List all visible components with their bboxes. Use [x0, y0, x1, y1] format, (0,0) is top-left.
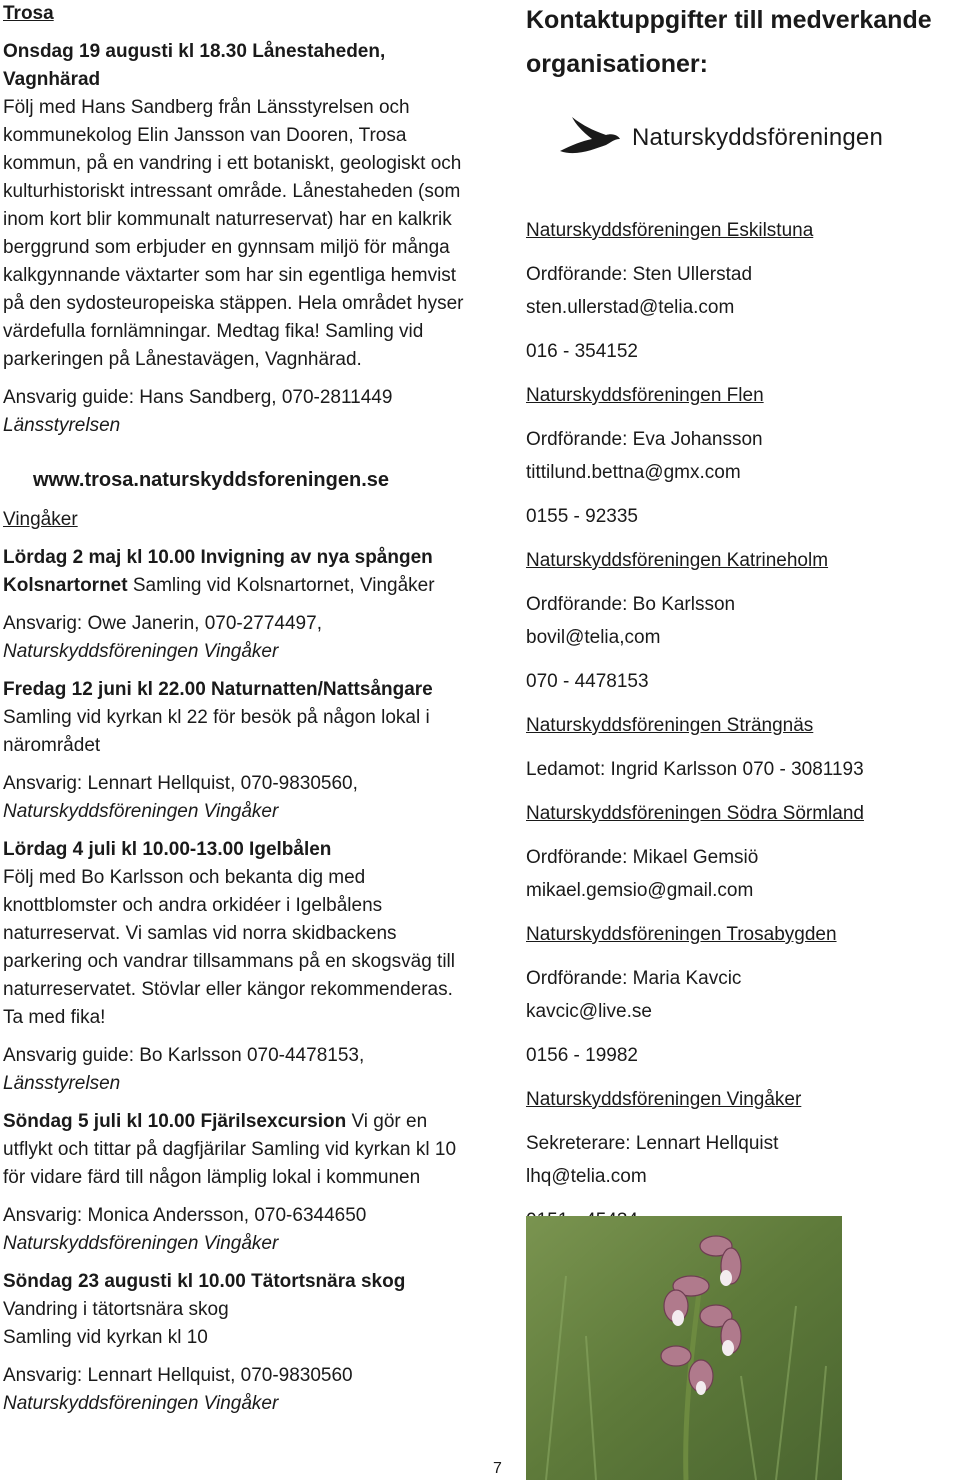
contact-block — [526, 918, 958, 1083]
contacts-heading-line1: Kontaktuppgifter till medverkande — [526, 6, 932, 34]
event-title: Lördag 4 juli kl 10.00-13.00 Igelbålen — [3, 839, 332, 860]
event-responsible: Ansvarig: Monica Andersson, 070-6344650 — [3, 1205, 367, 1226]
contact-email[interactable]: kavcic@live.se — [526, 1001, 652, 1022]
contact-role: Ledamot: Ingrid Karlsson 070 - 3081193 — [526, 759, 864, 780]
contact-email[interactable]: bovil@telia,com — [526, 627, 661, 648]
swift-bird-icon — [558, 115, 622, 161]
vingaker-heading: Vingåker — [3, 509, 78, 530]
contact-phone: 0155 - 92335 — [526, 506, 638, 527]
contact-email[interactable]: tittilund.bettna@gmx.com — [526, 462, 741, 483]
event-org: Länsstyrelsen — [3, 1073, 121, 1094]
event-org: Naturskyddsföreningen Vingåker — [3, 641, 279, 662]
event-item — [3, 544, 478, 600]
event-responsible: Ansvarig: Lennart Hellquist, 070-9830560 — [3, 1365, 353, 1386]
event-org: Naturskyddsföreningen Vingåker — [3, 801, 279, 822]
trosa-guide-org: Länsstyrelsen — [3, 415, 121, 436]
event-title: Söndag 23 augusti kl 10.00 Tätortsnära skog — [3, 1271, 406, 1292]
contact-block — [526, 709, 958, 797]
contact-email[interactable]: sten.ullerstad@telia.com — [526, 297, 735, 318]
contact-phone: 070 - 4478153 — [526, 671, 649, 692]
event-responsible: Ansvarig: Lennart Hellquist, 070-9830560, — [3, 773, 358, 794]
contact-role: Ordförande: Eva Johansson — [526, 429, 763, 450]
event-title: Fredag 12 juni kl 22.00 Naturnatten/Nattsångare — [3, 679, 433, 700]
event-body: Vi gör en utflykt och tittar på dagfjärilar Samling vid kyrkan kl 10 för vidare färd till någon lämplig lokal i kommunen — [3, 1111, 457, 1188]
event-body: Samling vid kyrkan kl 22 för besök på någon lokal i närområdet — [3, 707, 430, 756]
event-title: Söndag 5 juli kl 10.00 Fjärilsexcursion — [3, 1111, 347, 1132]
contact-phone: 016 - 354152 — [526, 341, 638, 362]
contact-block — [526, 379, 958, 544]
contact-email[interactable]: lhq@telia.com — [526, 1166, 647, 1187]
logo-text: Naturskyddsföreningen — [632, 124, 884, 151]
event-org: Naturskyddsföreningen Vingåker — [3, 1233, 279, 1254]
contacts-column — [526, 0, 958, 1248]
trosa-event-body: Följ med Hans Sandberg från Länsstyrelsen och kommunekolog Elin Jansson van Dooren, Trosa kommun, på en vandring i ett botaniskt, geologiskt och kulturhistoriskt intressant område. Lånestaheden (som inom kort blir kommunalt naturreservat) har en kalkrik berggrund som erbjuder en gynnsam miljö för många kalkgynnande växtarter som har sin egentliga hemvist på den sydosteuropeiska stäppen. Hela området hyser värdefulla fornlämningar. Medtag fika! Samling vid parkeringen på Lånestavägen, Vagnhärad. — [3, 97, 464, 370]
contact-org-name: Naturskyddsföreningen Strängnäs — [526, 715, 814, 736]
contact-block — [526, 214, 958, 379]
event-body-2: Samling vid kyrkan kl 10 — [3, 1327, 208, 1348]
contacts-heading-line2: organisationer: — [526, 50, 708, 78]
contact-org-name: Naturskyddsföreningen Trosabygden — [526, 924, 837, 945]
event-org: Naturskyddsföreningen Vingåker — [3, 1393, 279, 1414]
contact-email[interactable]: mikael.gemsio@gmail.com — [526, 880, 754, 901]
contact-block — [526, 544, 958, 709]
contacts-heading — [526, 0, 958, 86]
contact-role: Ordförande: Sten Ullerstad — [526, 264, 753, 285]
naturskyddsforeningen-logo — [558, 108, 958, 168]
event-responsible: Ansvarig guide: Bo Karlsson 070-4478153, — [3, 1045, 365, 1066]
contacts-list — [526, 214, 958, 1248]
contact-org-name: Naturskyddsföreningen Flen — [526, 385, 764, 406]
event-title: Lördag 2 maj kl 10.00 Invigning av nya spången Kolsnartornet — [3, 547, 433, 596]
page-number: 7 — [493, 1460, 502, 1477]
contact-org-name: Naturskyddsföreningen Eskilstuna — [526, 220, 814, 241]
event-body: Följ med Bo Karlsson och bekanta dig med knottblomster och andra orkidéer i Igelbålens naturreservat. Vi samlas vid norra skidbackens parkering och vandrar tillsammans på en skogsväg till naturreservatet. Stövlar eller kängor rekommenderas. Ta med fika! — [3, 867, 455, 1028]
event-body: Vandring i tätortsnära skog — [3, 1299, 229, 1320]
contact-org-name: Naturskyddsföreningen Södra Sörmland — [526, 803, 864, 824]
trosa-guide: Ansvarig guide: Hans Sandberg, 070-2811449 — [3, 387, 393, 408]
contact-role: Ordförande: Mikael Gemsiö — [526, 847, 759, 868]
event-body: Samling vid Kolsnartornet, Vingåker — [127, 575, 435, 596]
contact-phone: 0156 - 19982 — [526, 1045, 638, 1066]
event-responsible: Ansvarig: Owe Janerin, 070-2774497, — [3, 613, 322, 634]
contact-org-name: Naturskyddsföreningen Katrineholm — [526, 550, 829, 571]
contact-block — [526, 797, 958, 918]
trosa-event-title: Onsdag 19 augusti kl 18.30 Lånestaheden, Vagnhärad — [3, 41, 386, 90]
orchid-photo — [526, 1216, 842, 1480]
contact-role: Ordförande: Maria Kavcic — [526, 968, 742, 989]
contact-role: Ordförande: Bo Karlsson — [526, 594, 736, 615]
events-column — [3, 0, 478, 1418]
website-link[interactable]: www.trosa.naturskyddsforeningen.se — [33, 469, 390, 491]
contact-role: Sekreterare: Lennart Hellquist — [526, 1133, 779, 1154]
event-item — [3, 1108, 463, 1192]
contact-org-name: Naturskyddsföreningen Vingåker — [526, 1089, 802, 1110]
trosa-heading: Trosa — [3, 3, 54, 24]
